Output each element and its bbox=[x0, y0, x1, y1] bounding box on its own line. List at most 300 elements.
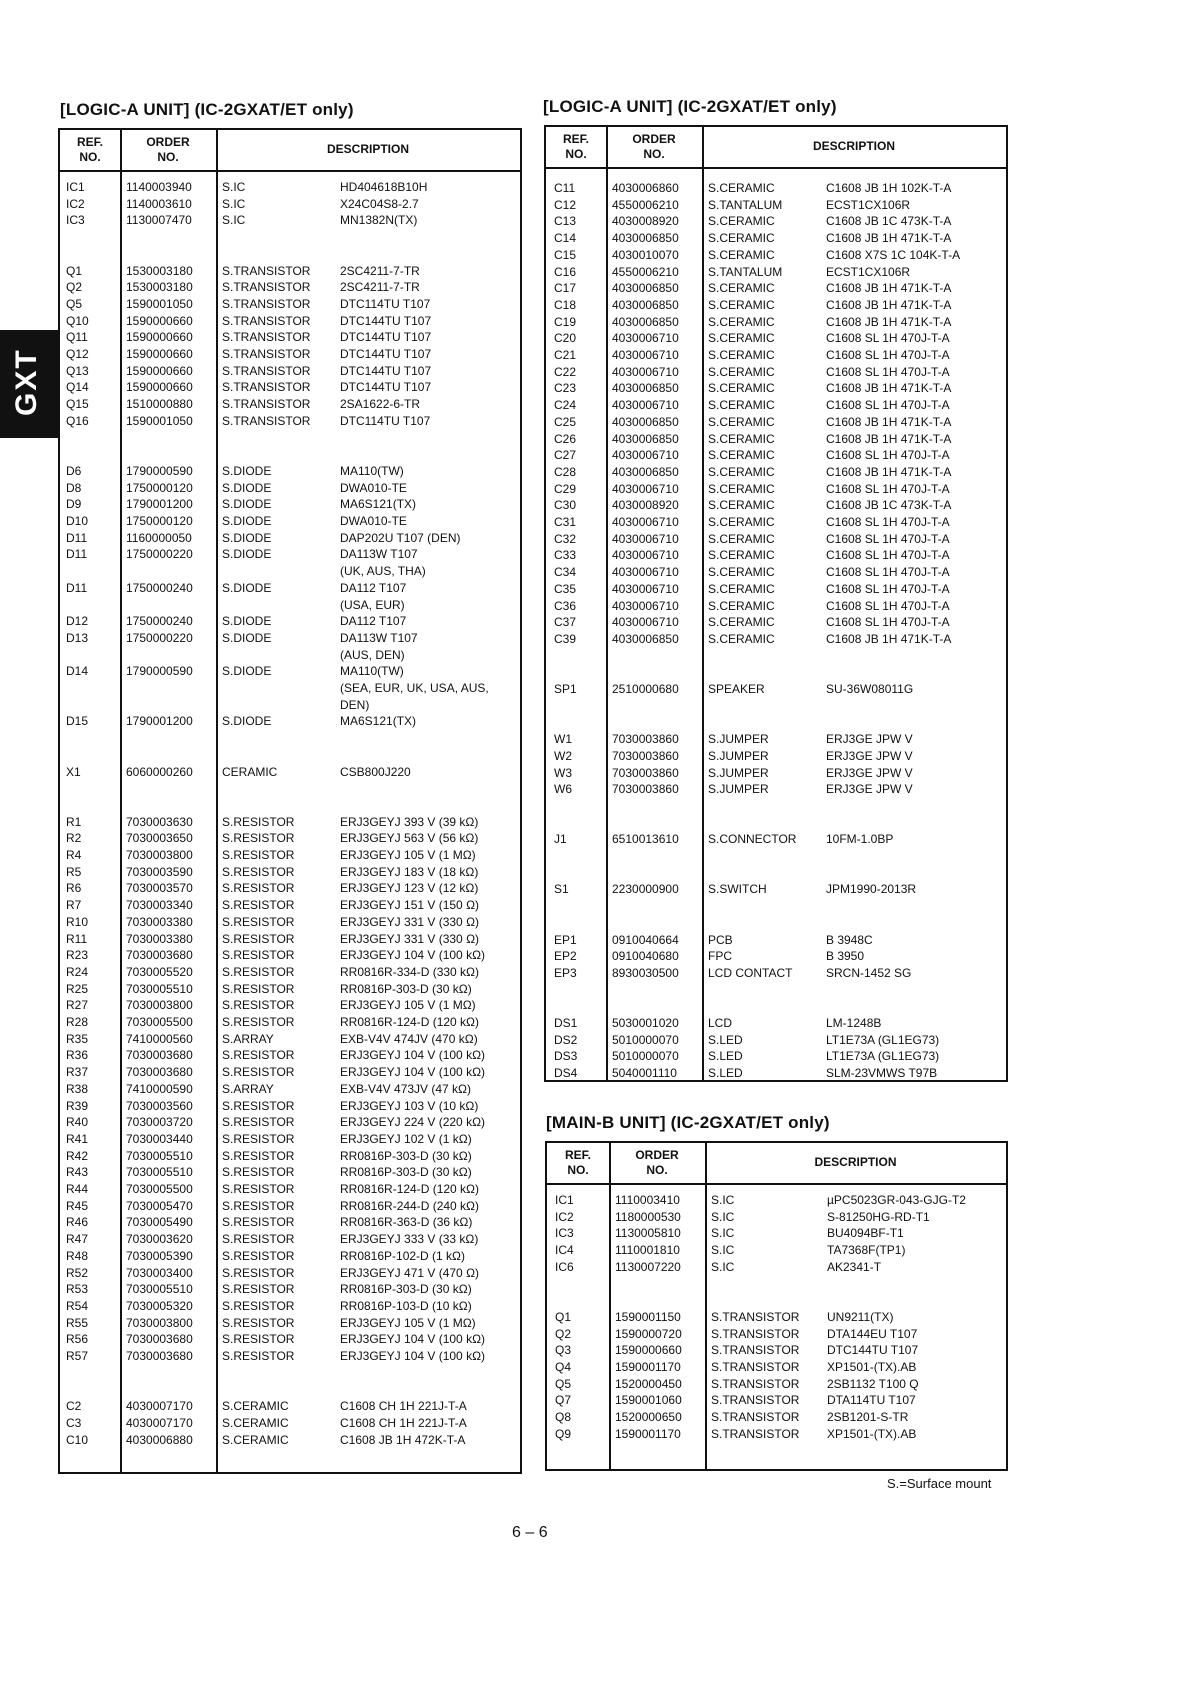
order-cell: 4030006850 bbox=[612, 431, 679, 446]
description-cell: ERJ3GEYJ 563 V (56 kΩ) bbox=[340, 831, 479, 846]
description-cell: B 3948C bbox=[826, 932, 873, 947]
description-cell: C1608 CH 1H 221J-T-A bbox=[340, 1415, 467, 1430]
table-row bbox=[60, 879, 520, 897]
order-cell: 4030006710 bbox=[612, 448, 679, 463]
type-cell: S.CERAMIC bbox=[708, 565, 775, 580]
ref-cell: R52 bbox=[66, 1265, 89, 1280]
order-cell: 7030003800 bbox=[126, 998, 193, 1013]
ref-cell: EP1 bbox=[554, 932, 577, 947]
description-cell: C1608 JB 1H 471K-T-A bbox=[826, 631, 952, 646]
type-cell: S.DIODE bbox=[222, 614, 272, 629]
table-row bbox=[60, 529, 520, 547]
order-cell: 1530003180 bbox=[126, 280, 193, 295]
description-cell: JPM1990-2013R bbox=[826, 882, 917, 897]
table-row bbox=[60, 946, 520, 964]
order-cell: 7030003680 bbox=[126, 1065, 193, 1080]
type-cell: S.RESISTOR bbox=[222, 1298, 295, 1313]
order-cell: 4030006710 bbox=[612, 615, 679, 630]
table-row bbox=[546, 931, 1006, 949]
order-cell: 7030003590 bbox=[126, 864, 193, 879]
table-row bbox=[546, 663, 1006, 681]
type-cell: S.DIODE bbox=[222, 630, 272, 645]
description-cell: LT1E73A (GL1EG73) bbox=[826, 1032, 940, 1047]
order-cell: 4030006850 bbox=[612, 314, 679, 329]
ref-cell: C18 bbox=[554, 297, 577, 312]
ref-cell: DS2 bbox=[554, 1032, 578, 1047]
order-cell: 1590001060 bbox=[615, 1393, 682, 1408]
order-cell: 7030003560 bbox=[126, 1098, 193, 1113]
description-cell: XP1501-(TX).AB bbox=[827, 1360, 917, 1374]
table-row bbox=[60, 328, 520, 346]
order-cell: 7030005390 bbox=[126, 1248, 193, 1263]
order-cell: 7030005470 bbox=[126, 1198, 193, 1213]
table-row bbox=[60, 1130, 520, 1148]
description-cell: C1608 X7S 1C 104K-T-A bbox=[826, 247, 961, 262]
description-cell: C1608 JB 1H 471K-T-A bbox=[826, 414, 952, 429]
table-row bbox=[60, 913, 520, 931]
table-row bbox=[60, 896, 520, 914]
order-cell: 1590001050 bbox=[126, 296, 193, 311]
ref-cell: X1 bbox=[66, 764, 81, 779]
description-cell: MN1382N(TX) bbox=[340, 213, 418, 228]
table-header bbox=[547, 1143, 1006, 1185]
type-cell: S.CERAMIC bbox=[708, 231, 775, 246]
table-row bbox=[546, 463, 1006, 481]
description-cell: C1608 JB 1H 471K-T-A bbox=[826, 281, 952, 296]
table-row bbox=[60, 178, 520, 196]
table-row bbox=[60, 1380, 520, 1398]
type-cell: S.RESISTOR bbox=[222, 1332, 295, 1347]
header-ref-no: NO. bbox=[565, 147, 587, 161]
description-cell: C1608 JB 1H 471K-T-A bbox=[826, 431, 952, 446]
description-cell: ERJ3GEYJ 333 V (33 kΩ) bbox=[340, 1232, 479, 1247]
order-cell: 7030005510 bbox=[126, 1148, 193, 1163]
type-cell: S.CERAMIC bbox=[708, 364, 775, 379]
type-cell: S.CERAMIC bbox=[708, 531, 775, 546]
order-cell: 1140003940 bbox=[126, 180, 192, 194]
description-cell: C1608 SL 1H 470J-T-A bbox=[826, 448, 950, 463]
description-cell: ERJ3GE JPW V bbox=[826, 748, 913, 763]
description-cell: ECST1CX106R bbox=[826, 264, 911, 279]
type-cell: S.RESISTOR bbox=[222, 898, 295, 913]
order-cell: 7030005320 bbox=[126, 1298, 193, 1313]
ref-cell: Q16 bbox=[66, 413, 89, 428]
type-cell: S.CERAMIC bbox=[708, 247, 775, 262]
order-cell: 7030003440 bbox=[126, 1131, 193, 1146]
table-row bbox=[546, 647, 1006, 665]
order-cell: 7030003860 bbox=[612, 765, 679, 780]
table-row bbox=[60, 362, 520, 380]
table-row bbox=[546, 546, 1006, 564]
order-cell: 1590000660 bbox=[615, 1343, 682, 1358]
type-cell: S.RESISTOR bbox=[222, 1315, 295, 1330]
type-cell: S.TRANSISTOR bbox=[711, 1376, 800, 1391]
ref-cell: R23 bbox=[66, 948, 89, 963]
order-cell: 1590000660 bbox=[126, 313, 193, 328]
order-cell: 4030008920 bbox=[612, 498, 679, 513]
type-cell: S.DIODE bbox=[222, 463, 272, 478]
order-cell: 1590001050 bbox=[126, 413, 193, 428]
order-cell: 4030006850 bbox=[612, 631, 679, 646]
type-cell: S.TRANSISTOR bbox=[711, 1360, 800, 1374]
table-header bbox=[546, 127, 1006, 169]
table-row bbox=[60, 746, 520, 764]
table-row bbox=[60, 829, 520, 847]
table-row bbox=[546, 212, 1006, 230]
description-cell: 2SB1201-S-TR bbox=[827, 1410, 909, 1425]
ref-cell: Q7 bbox=[555, 1393, 572, 1408]
type-cell: S.CERAMIC bbox=[708, 348, 775, 362]
type-cell: S.RESISTOR bbox=[222, 931, 295, 946]
description-cell: C1608 SL 1H 470J-T-A bbox=[826, 581, 950, 596]
ref-cell: D11 bbox=[66, 580, 88, 595]
order-cell: 4030006710 bbox=[612, 515, 679, 529]
table-row bbox=[60, 562, 520, 580]
header-order-no: NO. bbox=[643, 147, 665, 161]
type-cell: S.DIODE bbox=[222, 664, 272, 679]
description-cell: ERJ3GE JPW V bbox=[826, 765, 913, 780]
description-cell: µPC5023GR-043-GJG-T2 bbox=[827, 1193, 966, 1207]
order-cell: 4550006210 bbox=[612, 197, 679, 212]
table-row bbox=[60, 1414, 520, 1432]
ref-cell: Q14 bbox=[66, 380, 89, 395]
table-row bbox=[546, 697, 1006, 715]
ref-cell: C15 bbox=[554, 247, 577, 262]
type-cell: S.TRANSISTOR bbox=[711, 1326, 800, 1341]
type-cell: S.RESISTOR bbox=[222, 864, 295, 879]
ref-cell: D9 bbox=[66, 497, 82, 512]
ref-cell: R45 bbox=[66, 1198, 89, 1213]
ref-cell: C34 bbox=[554, 565, 577, 580]
order-cell: 4030010070 bbox=[612, 247, 679, 262]
table-row bbox=[546, 196, 1006, 214]
type-cell: S.CERAMIC bbox=[708, 598, 775, 613]
order-cell: 0910040664 bbox=[612, 932, 679, 947]
description-cell: C1608 JB 1H 471K-T-A bbox=[826, 314, 952, 329]
ref-cell: C24 bbox=[554, 398, 577, 413]
table-row bbox=[546, 780, 1006, 798]
ref-cell: R53 bbox=[66, 1282, 89, 1297]
table-row bbox=[60, 1013, 520, 1031]
ref-cell: R46 bbox=[66, 1215, 89, 1230]
description-cell: CSB800J220 bbox=[340, 764, 411, 779]
table-row bbox=[60, 262, 520, 280]
description-cell: RR0816P-303-D (30 kΩ) bbox=[340, 1165, 472, 1180]
table-row bbox=[547, 1191, 1006, 1209]
table-row bbox=[546, 379, 1006, 397]
description-cell: DWA010-TE bbox=[340, 514, 407, 528]
description-cell: RR0816R-124-D (120 kΩ) bbox=[340, 1182, 480, 1196]
order-cell: 1790001200 bbox=[126, 714, 193, 729]
ref-cell: Q13 bbox=[66, 363, 89, 378]
ref-cell: R11 bbox=[66, 931, 88, 946]
type-cell: S.TRANSISTOR bbox=[222, 380, 311, 395]
ref-cell: Q9 bbox=[555, 1426, 572, 1441]
order-cell: 1590000660 bbox=[126, 347, 193, 361]
description-cell: DTA144EU T107 bbox=[827, 1326, 918, 1341]
table-row bbox=[546, 1047, 1006, 1065]
description-cell: ERJ3GEYJ 393 V (39 kΩ) bbox=[340, 814, 479, 829]
ref-cell: C31 bbox=[554, 515, 577, 529]
ref-cell: R7 bbox=[66, 898, 82, 913]
header-ref: REF. bbox=[564, 1148, 591, 1162]
table-row bbox=[60, 1046, 520, 1064]
description-cell: ERJ3GEYJ 105 V (1 MΩ) bbox=[340, 1315, 476, 1330]
order-cell: 1140003610 bbox=[126, 196, 192, 211]
order-cell: 1110003410 bbox=[615, 1193, 680, 1207]
table-header bbox=[60, 130, 520, 172]
ref-cell: R5 bbox=[66, 864, 82, 879]
table-row bbox=[60, 1063, 520, 1081]
table-row bbox=[546, 296, 1006, 314]
order-cell: 7030005500 bbox=[126, 1015, 193, 1029]
left-table-title: [LOGIC-A UNIT] (IC-2GXAT/ET only) bbox=[60, 100, 354, 119]
order-cell: 7030003380 bbox=[126, 914, 193, 929]
type-cell: S.IC bbox=[711, 1259, 735, 1274]
table-row bbox=[60, 345, 520, 363]
order-cell: 6510013610 bbox=[612, 832, 679, 847]
description-cell: C1608 SL 1H 470J-T-A bbox=[826, 598, 950, 613]
ref-cell: IC2 bbox=[555, 1209, 574, 1224]
table-row bbox=[546, 630, 1006, 648]
header-order: ORDER bbox=[635, 1148, 679, 1162]
ref-cell: C17 bbox=[554, 281, 577, 296]
ref-cell: C28 bbox=[554, 464, 577, 479]
type-cell: S.CERAMIC bbox=[708, 515, 775, 529]
ref-cell: R43 bbox=[66, 1165, 89, 1180]
ref-cell: C33 bbox=[554, 548, 577, 563]
description-cell: ERJ3GEYJ 104 V (100 kΩ) bbox=[340, 1065, 486, 1080]
table-row bbox=[60, 1280, 520, 1298]
ref-cell: R54 bbox=[66, 1298, 89, 1313]
ref-cell: R1 bbox=[66, 814, 82, 829]
ref-cell: C10 bbox=[66, 1432, 89, 1447]
type-cell: S.LED bbox=[708, 1032, 743, 1047]
ref-cell: IC1 bbox=[555, 1193, 574, 1207]
main-parts-table bbox=[545, 1141, 1008, 1471]
table-row bbox=[546, 914, 1006, 932]
type-cell: S.DIODE bbox=[222, 580, 272, 595]
ref-cell: R57 bbox=[66, 1349, 89, 1363]
table-row bbox=[546, 179, 1006, 197]
order-cell: 2510000680 bbox=[612, 682, 679, 696]
ref-cell: C39 bbox=[554, 631, 577, 646]
type-cell: S.CERAMIC bbox=[708, 548, 775, 563]
description-cell: BU4094BF-T1 bbox=[827, 1226, 904, 1241]
ref-cell: R27 bbox=[66, 998, 89, 1013]
type-cell: S.RESISTOR bbox=[222, 1148, 295, 1163]
type-cell: S.IC bbox=[222, 196, 246, 211]
description-cell: C1608 JB 1H 472K-T-A bbox=[340, 1432, 466, 1447]
ref-cell: W1 bbox=[554, 732, 572, 747]
ref-cell: Q4 bbox=[555, 1360, 572, 1374]
order-cell: 7410000560 bbox=[126, 1031, 193, 1046]
right-table-title: [LOGIC-A UNIT] (IC-2GXAT/ET only) bbox=[543, 97, 837, 116]
ref-cell: R56 bbox=[66, 1332, 89, 1347]
table-row bbox=[546, 880, 1006, 898]
table-row bbox=[547, 1208, 1006, 1226]
table-row bbox=[546, 613, 1006, 631]
ref-cell: Q12 bbox=[66, 347, 89, 361]
table-row bbox=[546, 263, 1006, 281]
type-cell: S.JUMPER bbox=[708, 782, 769, 797]
table-row bbox=[547, 1408, 1006, 1426]
order-cell: 7030003680 bbox=[126, 1332, 193, 1347]
order-cell: 4030008920 bbox=[612, 214, 679, 229]
ref-cell: R47 bbox=[66, 1232, 89, 1247]
type-cell: S.RESISTOR bbox=[222, 1198, 295, 1213]
description-cell: ERJ3GEYJ 123 V (12 kΩ) bbox=[340, 881, 479, 896]
ref-cell: C32 bbox=[554, 531, 577, 546]
description-cell: DTC144TU T107 bbox=[340, 347, 432, 361]
table-row bbox=[546, 864, 1006, 882]
description-cell: UN9211(TX) bbox=[827, 1309, 894, 1324]
description-cell: RR0816P-103-D (10 kΩ) bbox=[340, 1298, 472, 1313]
table-row bbox=[60, 312, 520, 330]
ref-cell: C13 bbox=[554, 214, 577, 229]
header-description: DESCRIPTION bbox=[814, 1155, 897, 1169]
table-row bbox=[546, 713, 1006, 731]
order-cell: 4030006850 bbox=[612, 414, 679, 429]
ref-cell: DS1 bbox=[554, 1016, 578, 1030]
ref-cell: C25 bbox=[554, 414, 577, 429]
type-cell: S.CERAMIC bbox=[708, 581, 775, 596]
order-cell: 1750000220 bbox=[126, 547, 193, 562]
table-row bbox=[60, 495, 520, 513]
description-cell: ERJ3GEYJ 183 V (18 kΩ) bbox=[340, 864, 479, 879]
ref-cell: IC1 bbox=[66, 180, 85, 194]
order-cell: 7030003680 bbox=[126, 1048, 193, 1063]
ref-cell: Q1 bbox=[555, 1309, 572, 1324]
description-cell: DAP202U T107 (DEN) bbox=[340, 530, 461, 545]
order-cell: 4030006850 bbox=[612, 297, 679, 312]
description-cell: RR0816R-244-D (240 kΩ) bbox=[340, 1198, 480, 1213]
type-cell: S.RESISTOR bbox=[222, 1182, 295, 1196]
order-cell: 1110001810 bbox=[615, 1243, 680, 1258]
description-cell: ERJ3GE JPW V bbox=[826, 782, 913, 797]
type-cell: S.IC bbox=[711, 1243, 735, 1258]
type-cell: S.SWITCH bbox=[708, 882, 767, 897]
table-row bbox=[60, 1314, 520, 1332]
type-cell: CERAMIC bbox=[222, 764, 278, 779]
type-cell: S.CERAMIC bbox=[708, 631, 775, 646]
description-cell: ERJ3GEYJ 104 V (100 kΩ) bbox=[340, 1048, 486, 1063]
ref-cell: R39 bbox=[66, 1098, 89, 1113]
table-row bbox=[546, 964, 1006, 982]
ref-cell: R35 bbox=[66, 1031, 89, 1046]
order-cell: 7030005510 bbox=[126, 981, 193, 996]
order-cell: 4030007170 bbox=[126, 1415, 193, 1430]
description-cell: C1608 SL 1H 470J-T-A bbox=[826, 548, 950, 563]
description-cell: C1608 JB 1C 473K-T-A bbox=[826, 498, 952, 513]
type-cell: S.CONNECTOR bbox=[708, 832, 797, 847]
ref-cell: C20 bbox=[554, 331, 577, 346]
ref-cell: D8 bbox=[66, 480, 82, 495]
order-cell: 7030005490 bbox=[126, 1215, 193, 1230]
order-cell: 1130007220 bbox=[615, 1259, 681, 1274]
table-row bbox=[546, 229, 1006, 247]
ref-cell: R40 bbox=[66, 1115, 89, 1130]
table-row bbox=[60, 1230, 520, 1248]
type-cell: FPC bbox=[708, 949, 732, 964]
ref-cell: R10 bbox=[66, 914, 89, 929]
description-cell: C1608 JB 1H 471K-T-A bbox=[826, 297, 952, 312]
ref-cell: D12 bbox=[66, 614, 89, 629]
ref-cell: R36 bbox=[66, 1048, 89, 1063]
type-cell: S.RESISTOR bbox=[222, 1065, 295, 1080]
order-cell: 5010000070 bbox=[612, 1032, 679, 1047]
table-row bbox=[60, 1197, 520, 1215]
order-cell: 1750000240 bbox=[126, 580, 193, 595]
table-row bbox=[60, 696, 520, 714]
ref-cell: R48 bbox=[66, 1248, 89, 1263]
table-row bbox=[60, 1297, 520, 1315]
table-row bbox=[60, 1080, 520, 1098]
type-cell: S.TRANSISTOR bbox=[222, 296, 311, 311]
ref-cell: C12 bbox=[554, 197, 577, 212]
type-cell: S.RESISTOR bbox=[222, 814, 295, 829]
table-row bbox=[546, 814, 1006, 832]
order-cell: 1590000660 bbox=[126, 330, 193, 345]
table-row bbox=[60, 195, 520, 213]
description-cell: EXB-V4V 474JV (470 kΩ) bbox=[340, 1031, 478, 1046]
table-row bbox=[60, 1163, 520, 1181]
table-row bbox=[546, 346, 1006, 364]
table-row bbox=[60, 1264, 520, 1282]
left-parts-table bbox=[58, 128, 522, 1474]
ref-cell: R37 bbox=[66, 1065, 89, 1080]
table-row bbox=[60, 1213, 520, 1231]
ref-cell: R6 bbox=[66, 881, 82, 896]
order-cell: 4030006710 bbox=[612, 348, 679, 362]
description-cell: RR0816R-334-D (330 kΩ) bbox=[340, 964, 480, 979]
description-cell: (AUS, DEN) bbox=[340, 647, 405, 662]
description-cell: 2SA1622-6-TR bbox=[340, 397, 421, 412]
surface-mount-note: S.=Surface mount bbox=[887, 1476, 992, 1491]
description-cell: C1608 SL 1H 470J-T-A bbox=[826, 348, 950, 362]
type-cell: S.TANTALUM bbox=[708, 264, 783, 279]
table-row bbox=[60, 1397, 520, 1415]
type-cell: S.RESISTOR bbox=[222, 1048, 295, 1063]
description-cell: DTC114TU T107 bbox=[340, 413, 431, 428]
order-cell: 7030003630 bbox=[126, 814, 193, 829]
description-cell: RR0816P-102-D (1 kΩ) bbox=[340, 1248, 466, 1263]
header-ref: REF. bbox=[76, 135, 103, 149]
table-row bbox=[547, 1275, 1006, 1293]
order-cell: 2230000900 bbox=[612, 882, 679, 897]
ref-cell: D6 bbox=[66, 463, 82, 478]
table-row bbox=[546, 830, 1006, 848]
description-cell: EXB-V4V 473JV (47 kΩ) bbox=[340, 1081, 472, 1096]
description-cell: C1608 SL 1H 470J-T-A bbox=[826, 331, 950, 346]
table-row bbox=[60, 963, 520, 981]
table-row bbox=[60, 1347, 520, 1365]
order-cell: 4030006850 bbox=[612, 231, 679, 246]
type-cell: S.DIODE bbox=[222, 514, 272, 528]
type-cell: S.RESISTOR bbox=[222, 948, 295, 963]
table-row bbox=[60, 1097, 520, 1115]
description-cell: C1608 SL 1H 470J-T-A bbox=[826, 531, 950, 546]
order-cell: 4030006710 bbox=[612, 331, 679, 346]
ref-cell: C21 bbox=[554, 348, 577, 362]
description-cell: C1608 JB 1H 102K-T-A bbox=[826, 181, 952, 195]
type-cell: S.TRANSISTOR bbox=[222, 397, 311, 412]
table-row bbox=[60, 662, 520, 680]
description-cell: ERJ3GEYJ 104 V (100 kΩ) bbox=[340, 1349, 486, 1363]
order-cell: 1130007470 bbox=[126, 213, 192, 228]
description-cell: S-81250HG-RD-T1 bbox=[827, 1209, 930, 1224]
type-cell: S.CERAMIC bbox=[708, 464, 775, 479]
